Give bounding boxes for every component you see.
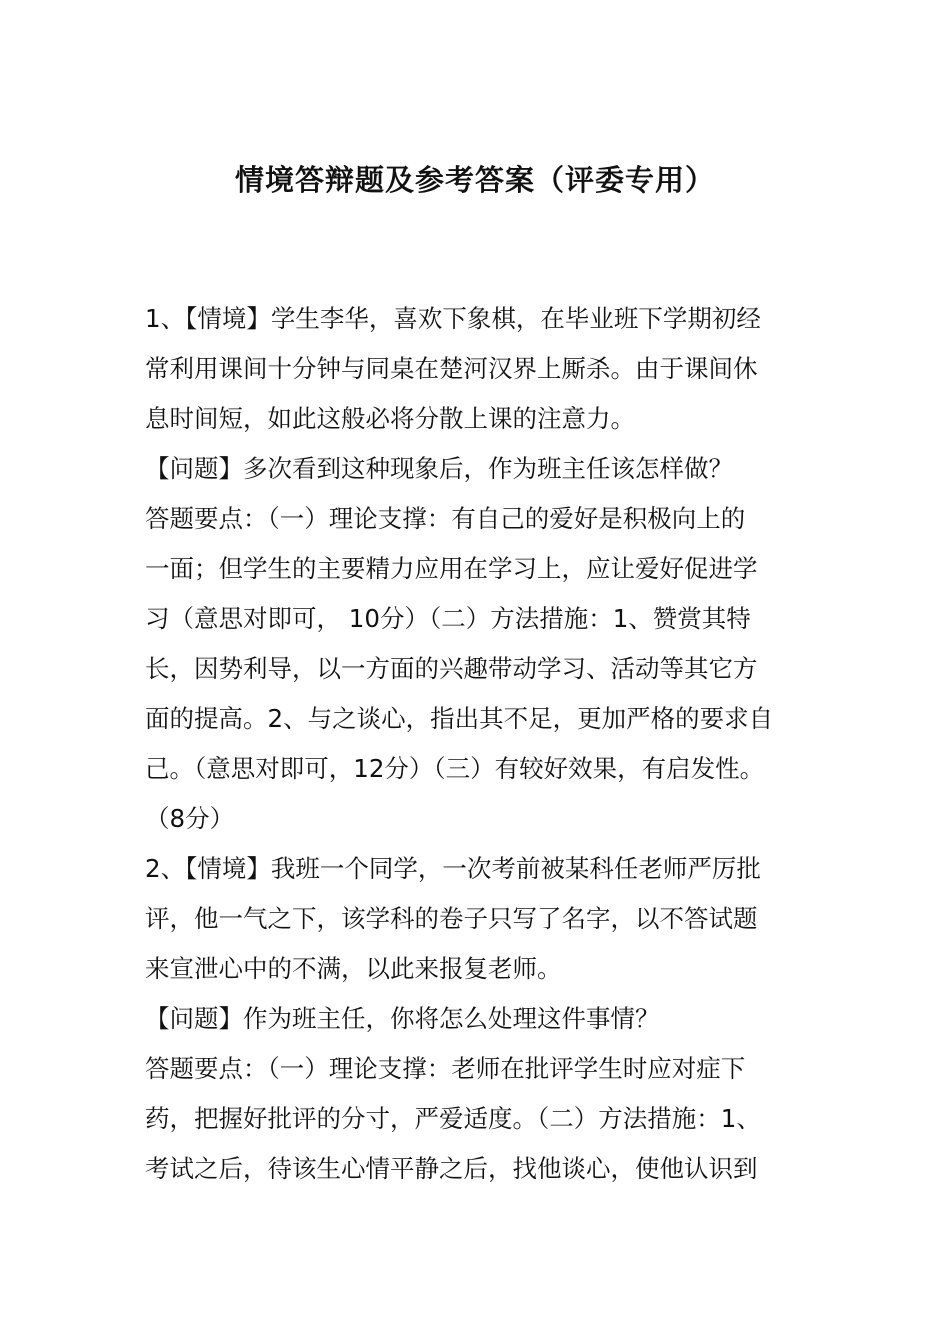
document-title: 情境答辩题及参考答案（评委专用） bbox=[234, 163, 715, 197]
text-line: 常利用课间十分钟与同桌在楚河汉界上厮杀。由于课间休 bbox=[145, 354, 758, 383]
text-line: 药，把握好批评的分寸，严爱适度。（二）方法措施：1、 bbox=[145, 1104, 761, 1133]
text-line: 息时间短，如此这般必将分散上课的注意力。 bbox=[145, 404, 635, 433]
text-line: 【问题】多次看到这种现象后，作为班主任该怎样做？ bbox=[145, 454, 733, 483]
text-line: 【问题】作为班主任，你将怎么处理这件事情？ bbox=[145, 1004, 660, 1033]
text-line: 己。（意思对即可，12分）（三）有较好效果，有启发性。 bbox=[145, 754, 765, 783]
text-line: 一面；但学生的主要精力应用在学习上，应让爱好促进学 bbox=[145, 554, 758, 583]
text-line: 答题要点：（一）理论支撑：有自己的爱好是积极向上的 bbox=[145, 504, 746, 533]
text-line: 2、【情境】我班一个同学，一次考前被某科任老师严厉批 bbox=[145, 854, 761, 883]
text-line: 习（意思对即可， 10分）（二）方法措施：1、赞赏其特 bbox=[145, 604, 751, 633]
text-line: 考试之后，待该生心情平静之后，找他谈心，使他认识到 bbox=[145, 1154, 758, 1183]
text-line: 答题要点：（一）理论支撑：老师在批评学生时应对症下 bbox=[145, 1054, 746, 1083]
text-line: （8分） bbox=[145, 804, 235, 833]
text-line: 1、【情境】学生李华，喜欢下象棋，在毕业班下学期初经 bbox=[145, 304, 761, 333]
text-line: 来宣泄心中的不满，以此来报复老师。 bbox=[145, 954, 562, 983]
text-line: 面的提高。2、与之谈心，指出其不足，更加严格的要求自 bbox=[145, 704, 774, 733]
text-line: 长，因势利导，以一方面的兴趣带动学习、活动等其它方 bbox=[145, 654, 758, 683]
text-line: 评，他一气之下，该学科的卷子只写了名字，以不答试题 bbox=[145, 904, 758, 933]
document-body bbox=[145, 294, 810, 1194]
